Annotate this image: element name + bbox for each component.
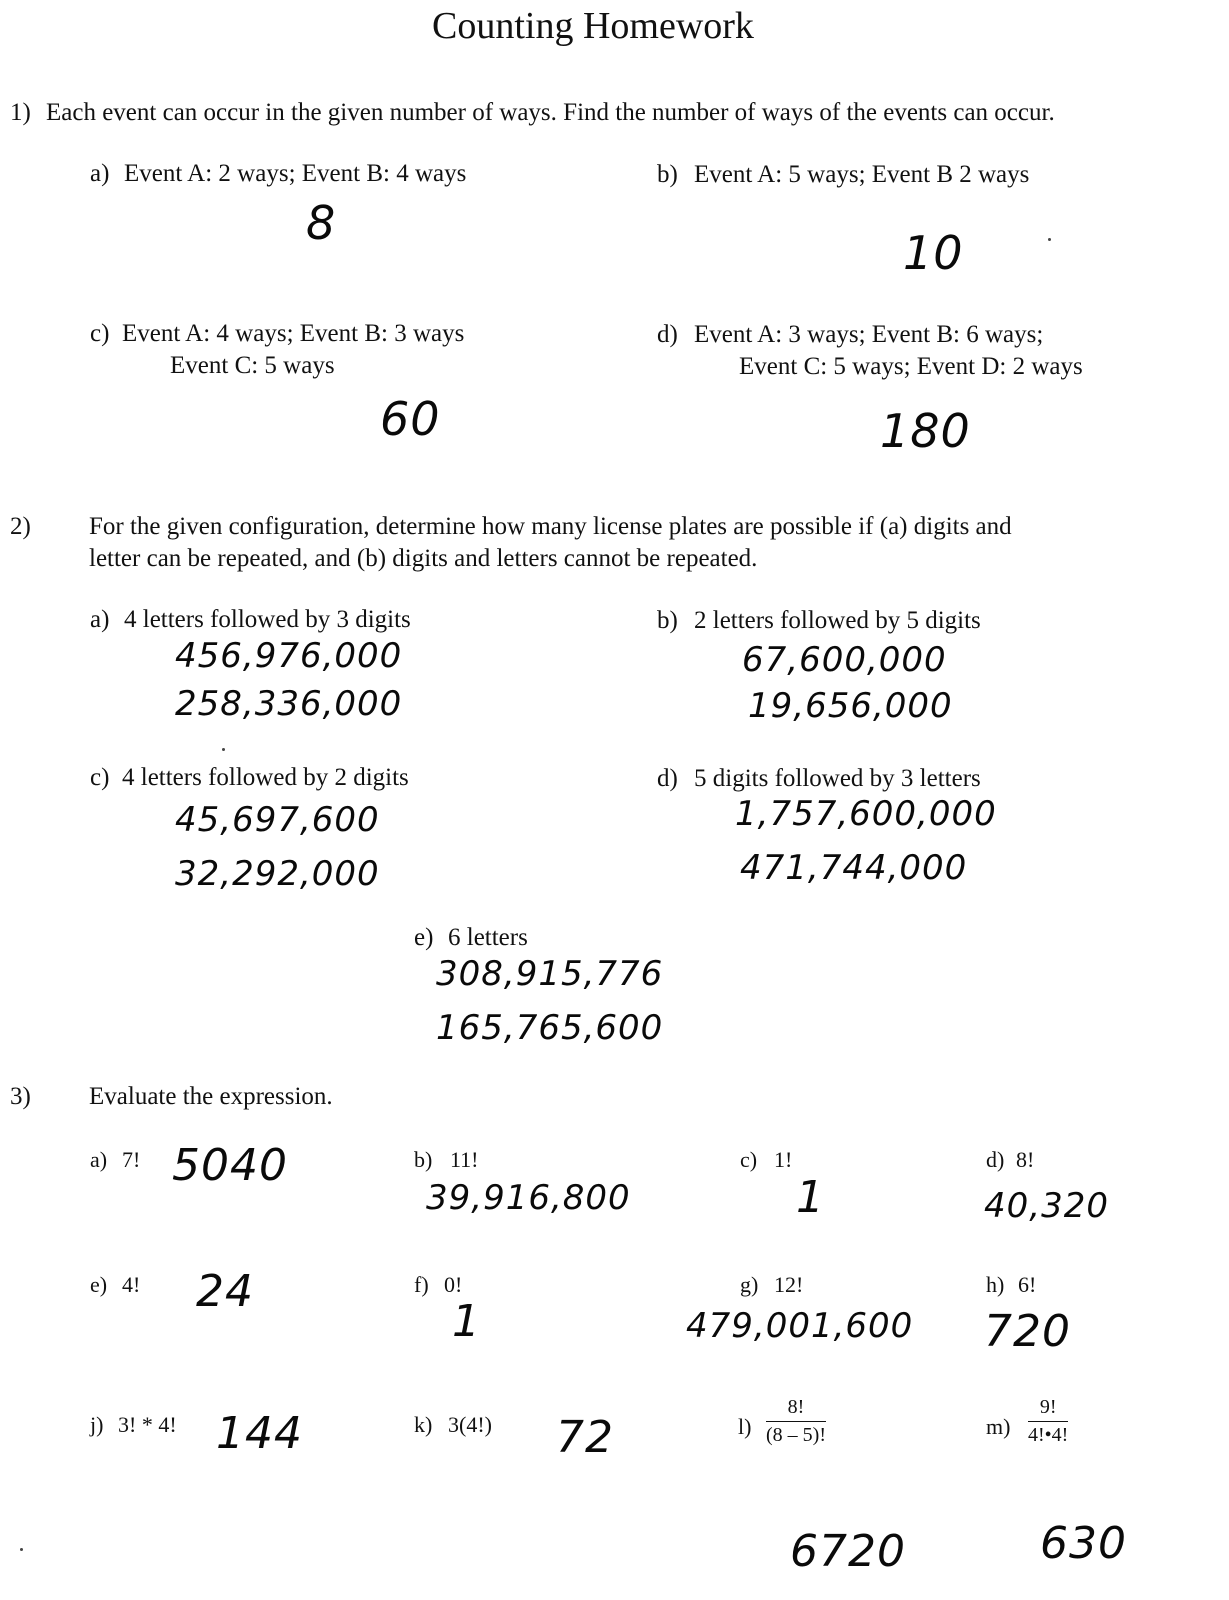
q1-c-label: c) (90, 320, 110, 347)
q1-d-text2: Event C: 5 ways; Event D: 2 ways (739, 353, 1083, 380)
q1-a-text: Event A: 2 ways; Event B: 4 ways (124, 160, 467, 187)
q1-prompt: Each event can occur in the given number of ways. Find the number of ways of the events can occur. (46, 99, 1055, 126)
q3-e-expr: 4! (122, 1272, 141, 1297)
q1-c-answer: 60 (380, 392, 441, 446)
q3-h-label: h) (986, 1272, 1005, 1297)
q3-prompt: Evaluate the expression. (89, 1083, 333, 1110)
q3-l-answer: 6720 (790, 1526, 906, 1577)
q1-b-answer: 10 (903, 226, 964, 280)
q2-a-text: 4 letters followed by 3 digits (124, 606, 411, 633)
q1-b-text: Event A: 5 ways; Event B 2 ways (694, 161, 1030, 188)
q3-e-answer: 24 (196, 1266, 254, 1317)
q2-d-answer-2: 471,744,000 (740, 848, 968, 888)
q2-c-label: c) (90, 764, 110, 791)
q3-d-answer: 40,320 (984, 1186, 1109, 1226)
q3-m-answer: 630 (1040, 1518, 1127, 1569)
q2-number: 2) (10, 513, 31, 540)
q3-l-numerator: 8! (766, 1396, 826, 1422)
q1-b-label: b) (657, 161, 678, 188)
q2-b-answer-2: 19,656,000 (748, 686, 953, 726)
q2-a-answer-1: 456,976,000 (175, 636, 403, 676)
q1-c-text: Event A: 4 ways; Event B: 3 ways (122, 320, 465, 347)
q2-a-answer-2: 258,336,000 (175, 684, 403, 724)
q2-prompt-line2: letter can be repeated, and (b) digits and letters cannot be repeated. (89, 545, 758, 572)
q3-g-answer: 479,001,600 (686, 1306, 914, 1346)
q2-c-answer-2: 32,292,000 (175, 854, 380, 894)
q3-f-expr: 0! (444, 1272, 463, 1297)
q2-b-answer-1: 67,600,000 (742, 640, 947, 680)
q3-m-numerator: 9! (1028, 1396, 1068, 1422)
q3-c-answer: 1 (796, 1172, 825, 1223)
q1-c-text2: Event C: 5 ways (170, 352, 335, 379)
q2-e-answer-2: 165,765,600 (436, 1008, 664, 1048)
q2-d-label: d) (657, 765, 678, 792)
q3-f-answer: 1 (452, 1296, 481, 1347)
q2-c-answer-1: 45,697,600 (175, 800, 380, 840)
q2-e-text: 6 letters (448, 924, 528, 951)
q3-l-label: l) (738, 1414, 752, 1439)
q3-number: 3) (10, 1083, 31, 1110)
q2-e-answer-1: 308,915,776 (436, 954, 664, 994)
q3-k-answer: 72 (556, 1412, 614, 1463)
q3-m-denominator: 4!•4! (1028, 1424, 1069, 1446)
q1-number: 1) (10, 99, 31, 126)
q3-b-answer: 39,916,800 (426, 1178, 631, 1218)
q3-d-expr: 8! (1016, 1147, 1035, 1172)
q3-c-label: c) (740, 1147, 758, 1172)
q3-m-label: m) (986, 1414, 1011, 1439)
q3-a-expr: 7! (122, 1147, 141, 1172)
q2-a-label: a) (90, 606, 110, 633)
q3-a-label: a) (90, 1147, 108, 1172)
q3-e-label: e) (90, 1272, 108, 1297)
q2-d-text: 5 digits followed by 3 letters (694, 765, 981, 792)
q3-b-label: b) (414, 1147, 433, 1172)
q3-l-fraction (766, 1396, 826, 1447)
q3-c-expr: 1! (774, 1147, 793, 1172)
q3-b-expr: 11! (450, 1147, 479, 1172)
scan-speck (222, 748, 225, 751)
q2-c-text: 4 letters followed by 2 digits (122, 764, 409, 791)
q3-l-denominator: (8 – 5)! (766, 1424, 826, 1446)
q2-e-label: e) (414, 924, 434, 951)
page-title: Counting Homework (432, 5, 754, 47)
q2-b-text: 2 letters followed by 5 digits (694, 607, 981, 634)
q3-j-label: j) (90, 1412, 104, 1437)
q2-prompt-line1: For the given configuration, determine how many license plates are possible if (a) digits and (89, 513, 1012, 540)
scan-speck (20, 1548, 23, 1551)
q1-d-text: Event A: 3 ways; Event B: 6 ways; (694, 321, 1044, 348)
q1-a-label: a) (90, 160, 110, 187)
q3-g-label: g) (740, 1272, 759, 1297)
q3-j-answer: 144 (216, 1408, 303, 1459)
q3-a-answer: 5040 (172, 1140, 288, 1191)
q1-a-answer: 8 (306, 196, 337, 250)
q2-d-answer-1: 1,757,600,000 (735, 794, 997, 834)
q3-k-label: k) (414, 1412, 433, 1437)
q3-d-label: d) (986, 1147, 1005, 1172)
q3-h-answer: 720 (984, 1306, 1071, 1357)
q1-d-label: d) (657, 321, 678, 348)
q3-g-expr: 12! (774, 1272, 804, 1297)
q3-f-label: f) (414, 1272, 429, 1297)
q3-h-expr: 6! (1018, 1272, 1037, 1297)
scan-speck (1048, 238, 1051, 241)
q2-b-label: b) (657, 607, 678, 634)
q3-k-expr: 3(4!) (448, 1412, 492, 1437)
q3-j-expr: 3! * 4! (118, 1412, 177, 1437)
q3-m-fraction (1028, 1396, 1068, 1447)
q1-d-answer: 180 (880, 404, 971, 458)
